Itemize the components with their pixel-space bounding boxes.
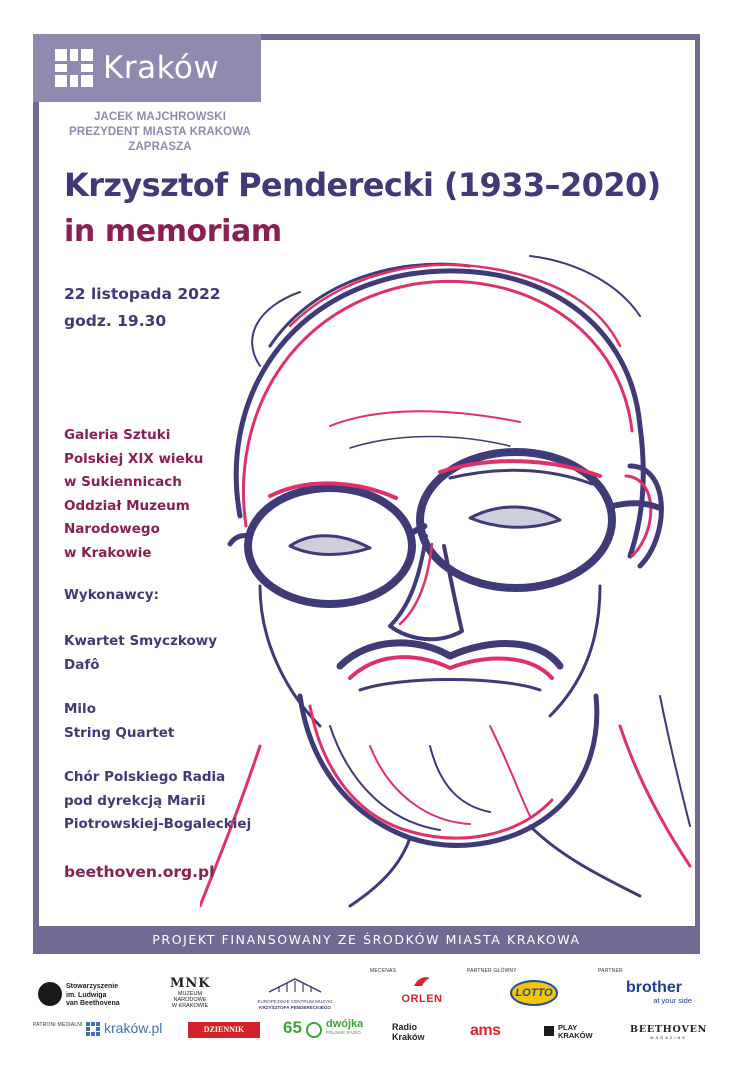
funding-banner: PROJEKT FINANSOWANY ZE ŚRODKÓW MIASTA KRAKOWA [33, 926, 700, 954]
sponsor-text: PLAY [558, 1023, 578, 1032]
venue-block [64, 424, 203, 565]
venue-line: Galeria Sztuki [64, 427, 171, 443]
orlen-logo [400, 974, 444, 1005]
venue-line: w Sukiennicach [64, 474, 182, 490]
sponsor-text: Radio [392, 1022, 418, 1032]
sponsor-text: dwójka [326, 1018, 364, 1030]
performer-group [64, 698, 174, 745]
venue-line: w Krakowie [64, 544, 152, 561]
event-time: godz. 19.30 [64, 312, 167, 330]
performer-line: Milo [64, 701, 96, 717]
website-link[interactable]: beethoven.org.pl [64, 863, 215, 881]
event-subtitle: in memoriam [64, 214, 282, 249]
beethoven-society-logo-icon [38, 982, 62, 1006]
presenter-line: ZAPRASZA [128, 141, 192, 153]
sponsor-text: POLSKIE RADIO [326, 1030, 361, 1035]
krakow-logo-text: Kraków [103, 50, 220, 86]
beethoven-society-logo [66, 983, 120, 1009]
dwojka-anniversary-mark: 65 [283, 1018, 302, 1037]
presenter-line: JACEK MAJCHROWSKI [93, 111, 227, 123]
sponsor-text: van Beethovena [66, 1000, 120, 1007]
sponsor-text: W KRAKOWIE [171, 1003, 209, 1009]
presenter-line: PREZYDENT MIASTA KRAKOWA [69, 126, 251, 138]
performer-line: String Quartet [64, 724, 175, 741]
ams-logo: ams [470, 1022, 501, 1039]
performer-group [64, 630, 217, 677]
sponsor-text: EUROPEJSKIE CENTRUM MUZYKI [257, 999, 333, 1004]
sponsor-category-label: PARTNER GŁÓWNY [467, 968, 517, 974]
mnk-logo [170, 976, 210, 1009]
sponsor-text: Stowarzyszenie [66, 983, 119, 990]
sponsor-text: MUZEUM [177, 991, 203, 997]
sponsor-text: KRZYSZTOFA PENDERECKIEGO [259, 1005, 331, 1010]
performer-line: Chór Polskiego Radia [64, 769, 226, 785]
sponsor-text: Kraków [392, 1032, 425, 1042]
presenter-block [40, 110, 280, 155]
orlen-eagle-icon [412, 974, 432, 988]
sponsor-category-label: PATRONI MEDIALNI [33, 1022, 83, 1028]
event-title: Krzysztof Penderecki (1933–2020) [64, 166, 661, 204]
performer-line: Piotrowskiej-Bogaleckiej [64, 816, 252, 832]
sponsor-text: brother [626, 979, 682, 996]
sponsor-category-label: MECENAS [370, 968, 397, 974]
venue-line: Oddział Muzeum [64, 497, 190, 514]
sponsor-text: im. Ludwiga [66, 991, 107, 999]
beethoven-magazine-logo [630, 1024, 707, 1040]
venue-line: Polskiej XIX wieku [64, 450, 204, 467]
krakow-pl-logo: kraków.pl [104, 1020, 163, 1036]
dwojka-icon [306, 1022, 322, 1038]
ecm-building-icon [265, 976, 325, 994]
sponsor-text: at your side [653, 996, 692, 1005]
krakow-pl-icon [86, 1022, 100, 1036]
performer-line: pod dyrekcją Marii [64, 792, 206, 809]
performer-line: Kwartet Smyczkowy [64, 633, 218, 649]
krakow-logo [33, 34, 261, 102]
penderecki-portrait-illustration [200, 226, 695, 926]
performer-line: Dafô [64, 656, 100, 673]
sponsor-text: BEETHOVEN [630, 1024, 708, 1035]
event-date: 22 listopada 2022 [64, 285, 221, 303]
ecm-logo [250, 976, 340, 1011]
performer-group [64, 766, 251, 837]
dwojka-logo [326, 1019, 363, 1035]
sponsor-text: MAGAZINE [650, 1035, 688, 1040]
sponsor-text: ORLEN [401, 993, 443, 1005]
dziennik-polski-logo: DZIENNIK POLSKI [188, 1022, 260, 1038]
krakow-logo-icon [55, 49, 93, 87]
play-krakow-logo [558, 1024, 593, 1040]
brother-logo [626, 980, 696, 1005]
performers-label: Wykonawcy: [64, 587, 159, 603]
radio-krakow-logo [392, 1022, 425, 1042]
sponsor-text: MNK [170, 976, 211, 991]
play-krakow-icon [544, 1026, 554, 1036]
lotto-logo: LOTTO [510, 980, 558, 1006]
sponsor-text: KRAKÓW [558, 1031, 593, 1040]
sponsor-text: NARODOWE [173, 997, 207, 1003]
venue-line: Narodowego [64, 521, 160, 537]
sponsor-category-label: PARTNER [598, 968, 623, 974]
